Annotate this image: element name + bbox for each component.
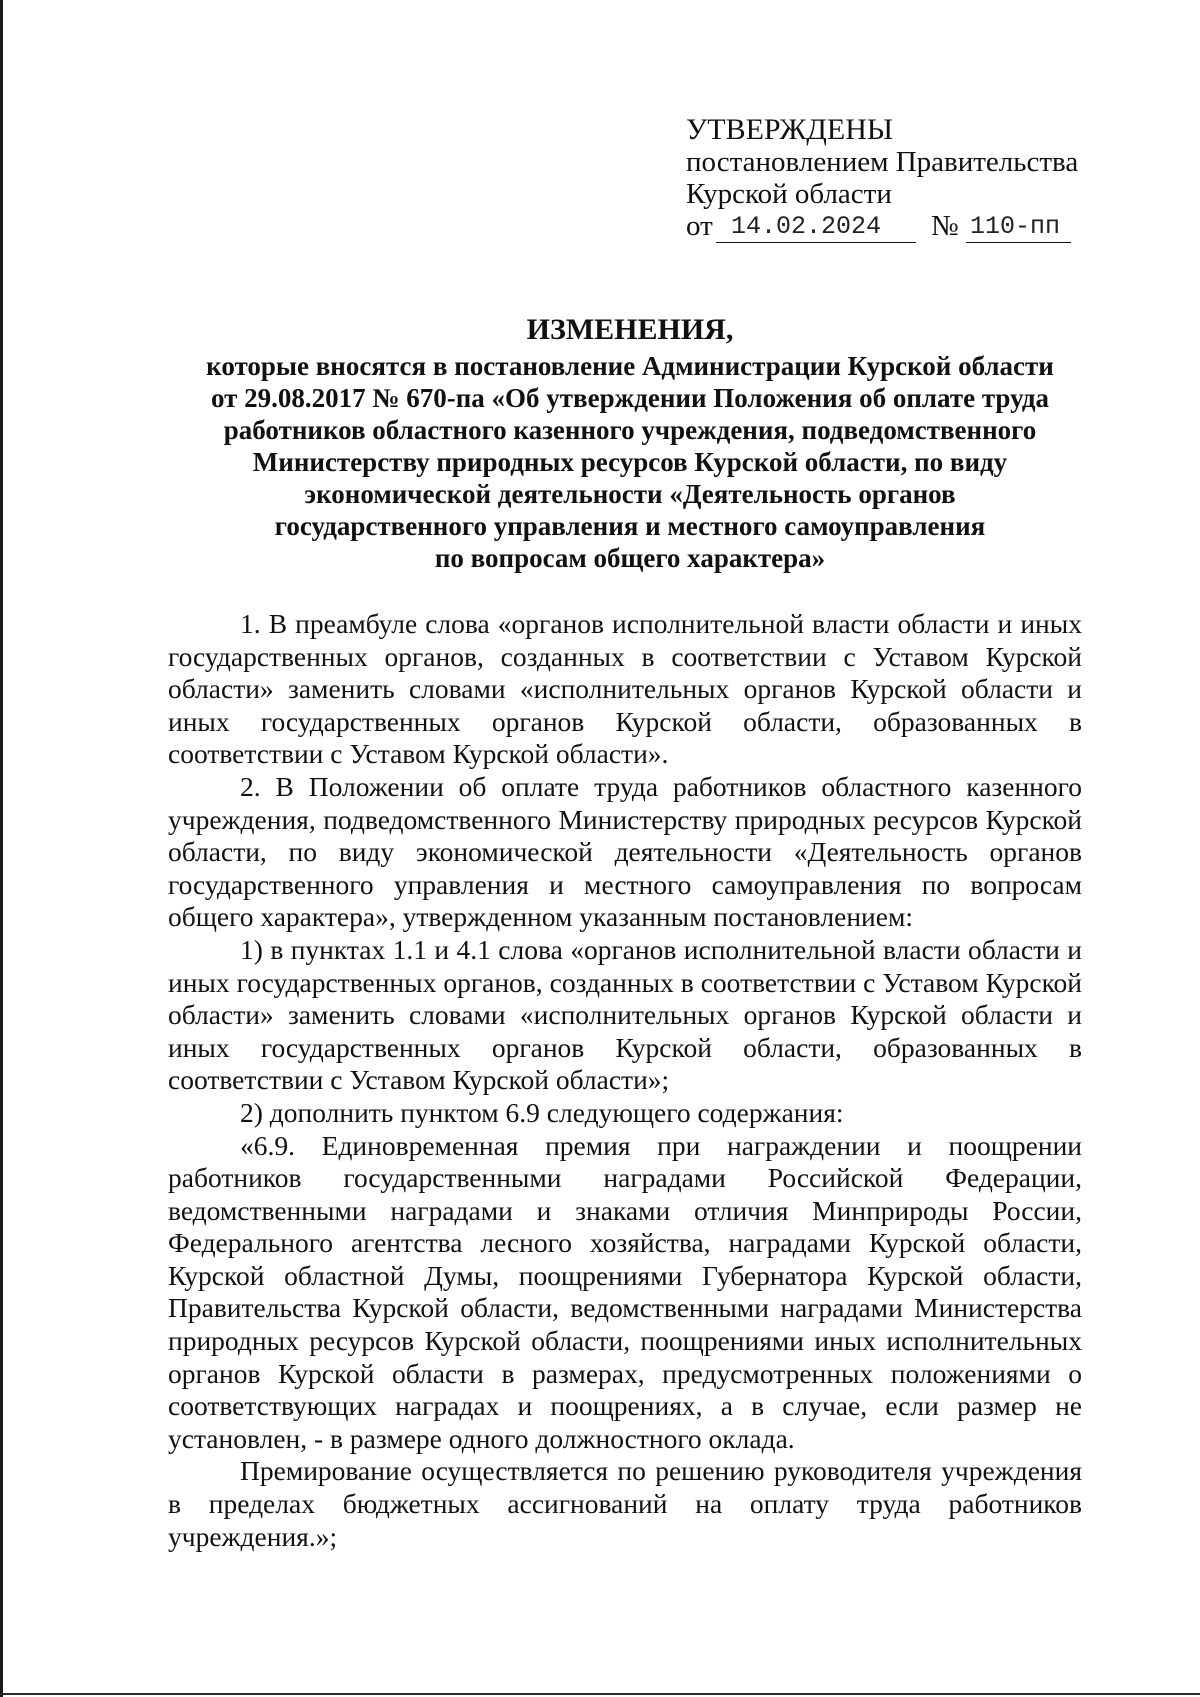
paragraph-1: 1. В преамбуле слова «органов исполнительной власти области и иных государственных органов, созданных в соответствии с Уставом Курской области» заменить словами «исполнительных органов Курской области и иных государственных органов Курской области, образованных в соответствии с Уставом Курской области». xyxy=(168,608,1082,770)
heading-line: государственного управления и местного самоуправления xyxy=(274,511,986,541)
paragraph-6-9: «6.9. Единовременная премия при награждении и поощрении работников государственными наградами Российской Федерации, ведомственными наградами и знаками отличия Минприроды России, Федерального агентства лесного хозяйства, наградами Курской области, Курской областной Думы, поощрениями Губернатора Курской области, Правительства Курской области, ведомственными наградами Министерства природных ресурсов Курской области, поощрениями иных исполнительных органов Курской области в размерах, предусмотренных положениями о соответствующих наградах и поощрениях, а в случае, если размер не установлен, - в размере одного должностного оклада. xyxy=(168,1129,1082,1454)
number-sign: № xyxy=(931,210,959,242)
heading-line: по вопросам общего характера» xyxy=(434,543,826,573)
approval-line-2: Курской области xyxy=(686,178,892,210)
paragraph-2-1: 1) в пунктах 1.1 и 4.1 слова «органов исполнительной власти области и иных государственных органов, созданных в соответствии с Уставом Курской области» заменить словами «исполнительных органов Курской области и иных государственных органов Курской области, образованных в соответствии с Уставом Курской области»; xyxy=(168,933,1082,1096)
heading-line: Министерству природных ресурсов Курской области, по виду xyxy=(252,447,1008,477)
approval-date: 14.02.2024 xyxy=(716,212,916,243)
approval-number: 110-пп xyxy=(966,212,1071,243)
paragraph-2: 2. В Положении об оплате труда работников областного казенного учреждения, подведомственного Министерству природных ресурсов Курской области, по виду экономической деятельности «Деятельность органов государственного управления и местного самоуправления по вопросам общего характера», утвержденном указанным постановлением: xyxy=(168,770,1082,933)
document-title: ИЗМЕНЕНИЯ, xyxy=(526,313,734,346)
heading-line: от 29.08.2017 № 670-па «Об утверждении Положения об оплате труда xyxy=(210,383,1050,413)
heading-line: которые вносятся в постановление Администрации Курской области xyxy=(206,351,1054,381)
scan-edge-left xyxy=(0,0,3,1697)
paragraph-premium: Премирование осуществляется по решению руководителя учреждения в пределах бюджетных ассигнований на оплату труда работников учреждения.»; xyxy=(168,1455,1082,1552)
document-heading xyxy=(150,312,1110,574)
approval-line-1: постановлением Правительства xyxy=(686,146,1079,178)
paragraph-2-2: 2) дополнить пунктом 6.9 следующего содержания: xyxy=(240,1096,844,1128)
heading-line: работников областного казенного учреждения, подведомственного xyxy=(223,415,1037,445)
scan-edge-bottom xyxy=(0,1693,1200,1695)
date-prefix: от xyxy=(686,210,713,242)
approval-block xyxy=(686,114,1106,244)
approval-date-row xyxy=(686,210,1106,244)
approval-title: УТВЕРЖДЕНЫ xyxy=(686,113,894,146)
heading-line: экономической деятельности «Деятельность органов xyxy=(304,479,956,509)
document-body xyxy=(168,608,1082,1553)
